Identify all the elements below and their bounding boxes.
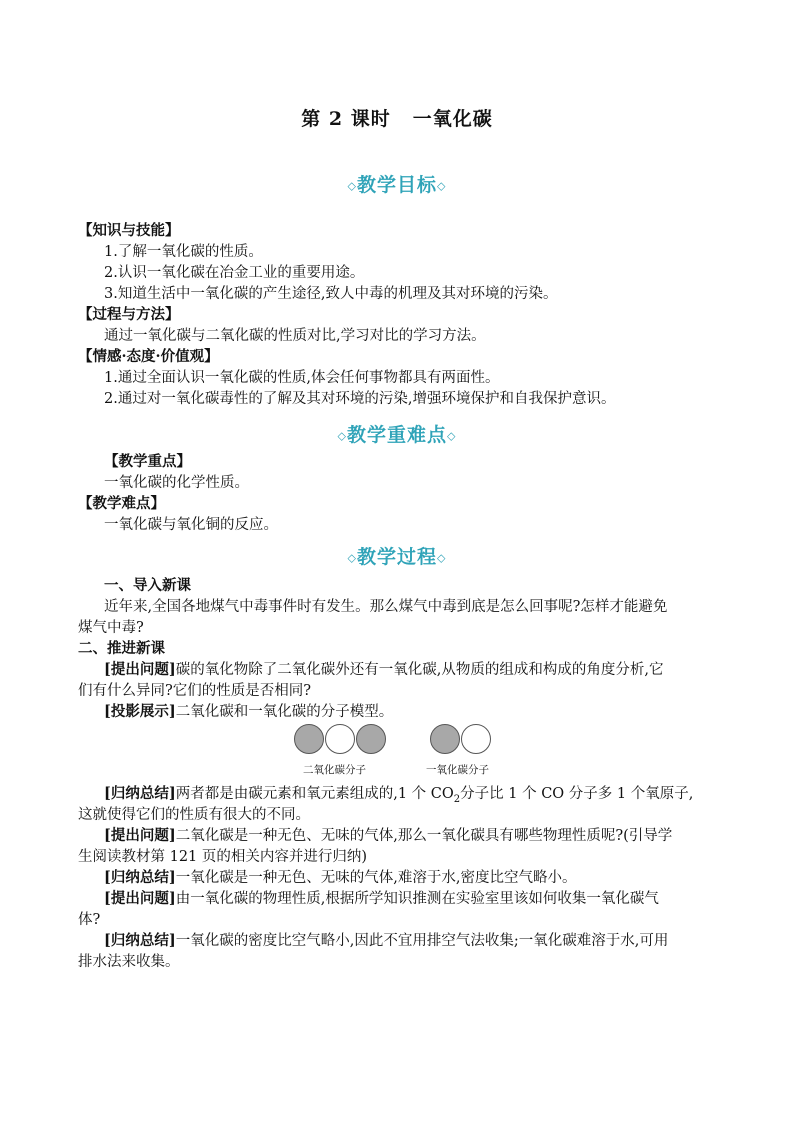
- focus-heading: 【教学重点】: [104, 453, 191, 470]
- label-tag: [提出问题]: [104, 661, 176, 678]
- focus-text: 一氧化碳的化学性质。: [104, 475, 249, 491]
- objective-item: 3.知道生活中一氧化碳的产生途径,致人中毒的机理及其对环境的污染。: [104, 286, 558, 302]
- paragraph-line: 们有什么异同?它们的性质是否相同?: [78, 683, 312, 699]
- diamond-icon: ◇: [347, 551, 357, 565]
- label-tag: [归纳总结]: [104, 785, 176, 802]
- step-heading: 二、推进新课: [78, 640, 165, 657]
- carbon-atom: [461, 724, 491, 754]
- section-heading-key-points: ◇教学重难点◇: [337, 424, 457, 446]
- co2-molecule-label: 二氧化碳分子: [303, 764, 366, 776]
- paragraph-line: 体?: [78, 912, 101, 928]
- diamond-icon: ◇: [347, 179, 357, 193]
- objective-item: 1.了解一氧化碳的性质。: [104, 244, 263, 260]
- objective-item: 2.通过对一氧化碳毒性的了解及其对环境的污染,增强环境保护和自我保护意识。: [104, 391, 616, 407]
- paragraph-line: [提出问题]由一氧化碳的物理性质,根据所学知识推测在实验室里该如何收集一氧化碳气: [104, 890, 659, 907]
- process-method-heading: 【过程与方法】: [78, 306, 180, 323]
- paragraph-line: 生阅读教材第 121 页的相关内容并进行归纳): [78, 849, 368, 865]
- label-tag: [提出问题]: [104, 827, 176, 844]
- section-heading-process: ◇教学过程◇: [347, 546, 447, 568]
- paragraph-line: [归纳总结]一氧化碳是一种无色、无味的气体,难溶于水,密度比空气略小。: [104, 869, 577, 886]
- carbon-atom: [325, 724, 355, 754]
- paragraph-line: [归纳总结]两者都是由碳元素和氧元素组成的,1 个 $CO_2$分子比 1 个 CO 分子多 1 个氧原子,: [104, 785, 694, 805]
- label-tag: [归纳总结]: [104, 932, 176, 949]
- knowledge-heading: 【知识与技能】: [78, 222, 180, 239]
- diamond-icon: ◇: [337, 429, 347, 443]
- emotion-heading: 【情感·态度·价值观】: [78, 348, 219, 365]
- difficulty-heading: 【教学难点】: [78, 495, 165, 512]
- difficulty-text: 一氧化碳与氧化铜的反应。: [104, 517, 278, 533]
- paragraph-line: 这就使得它们的性质有很大的不同。: [78, 807, 310, 823]
- section-heading-objectives: ◇教学目标◇: [347, 174, 447, 196]
- paragraph-line: [归纳总结]一氧化碳的密度比空气略小,因此不宜用排空气法收集;一氧化碳难溶于水,可用: [104, 932, 669, 949]
- lesson-number: 第 2 课时: [301, 108, 391, 130]
- co-molecule-model: [426, 724, 510, 776]
- oxygen-atom: [356, 724, 386, 754]
- page-title: [0, 104, 794, 131]
- label-tag: [投影展示]: [104, 703, 176, 720]
- objective-item: 2.认识一氧化碳在冶金工业的重要用途。: [104, 265, 365, 281]
- objective-item: 1.通过全面认识一氧化碳的性质,体会任何事物都具有两面性。: [104, 370, 500, 386]
- label-tag: [提出问题]: [104, 890, 176, 907]
- paragraph-line: [投影展示]二氧化碳和一氧化碳的分子模型。: [104, 703, 394, 720]
- co-molecule-label: 一氧化碳分子: [426, 764, 489, 776]
- paragraph-line: [提出问题]碳的氧化物除了二氧化碳外还有一氧化碳,从物质的组成和构成的角度分析,它: [104, 661, 664, 678]
- paragraph-line: 近年来,全国各地煤气中毒事件时有发生。那么煤气中毒到底是怎么回事呢?怎样才能避免: [104, 599, 668, 615]
- co2-molecule-model: [294, 724, 388, 774]
- oxygen-atom: [294, 724, 324, 754]
- oxygen-atom: [430, 724, 460, 754]
- paragraph-line: [提出问题]二氧化碳是一种无色、无味的气体,那么一氧化碳具有哪些物理性质呢?(引导学: [104, 827, 673, 844]
- diamond-icon: ◇: [437, 179, 447, 193]
- step-heading: 一、导入新课: [104, 577, 191, 594]
- lesson-topic: 一氧化碳: [412, 108, 493, 130]
- diamond-icon: ◇: [437, 551, 447, 565]
- paragraph-line: 排水法来收集。: [78, 954, 180, 970]
- objective-item: 通过一氧化碳与二氧化碳的性质对比,学习对比的学习方法。: [104, 328, 486, 344]
- label-tag: [归纳总结]: [104, 869, 176, 886]
- diamond-icon: ◇: [447, 429, 457, 443]
- paragraph-line: 煤气中毒?: [78, 620, 144, 636]
